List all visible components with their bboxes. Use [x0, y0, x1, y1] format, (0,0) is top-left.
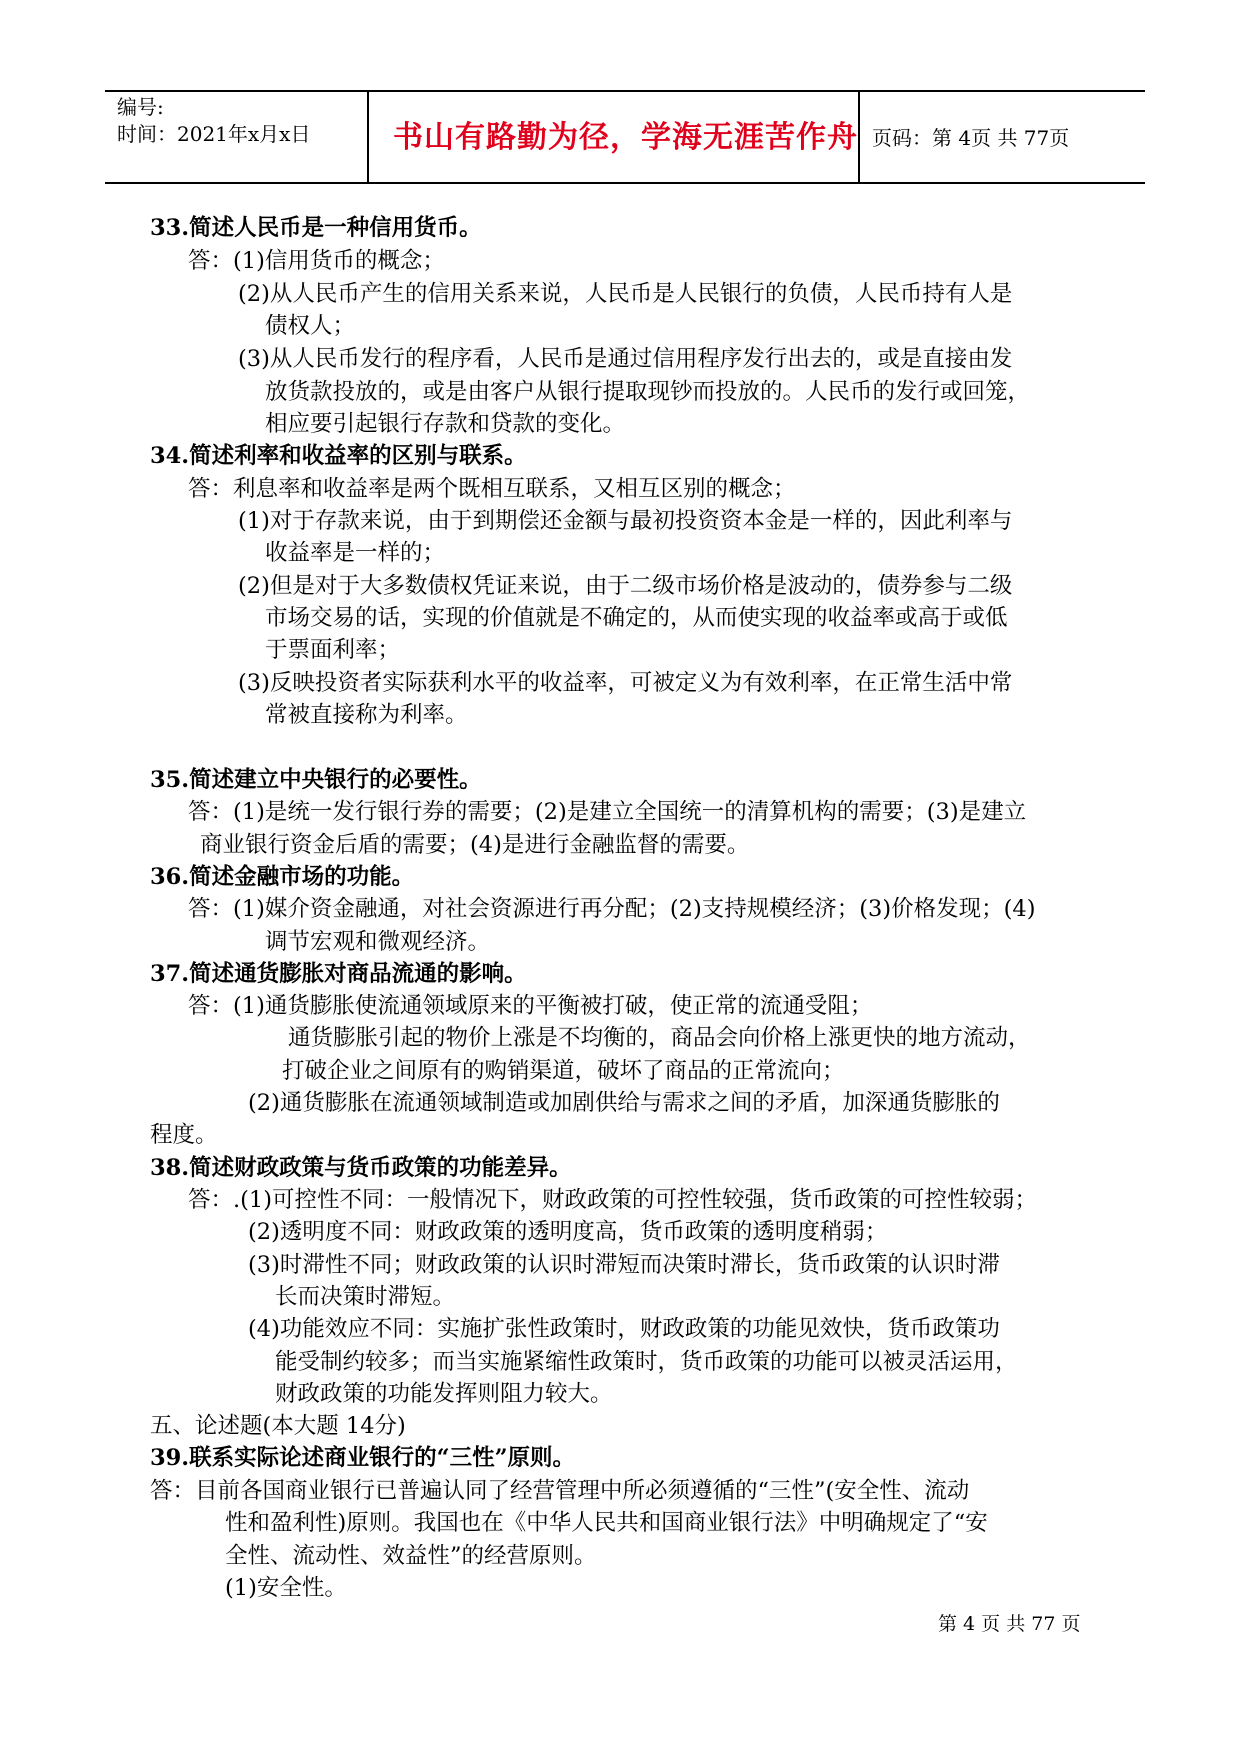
answer-37-line-3: 打破企业之间原有的购销渠道，破坏了商品的正常流向； — [282, 1058, 845, 1084]
answer-34-line-7: (3)反映投资者实际获利水平的收益率，可被定义为有效利率，在正常生活中常 — [238, 670, 1013, 696]
question-34-title: 34.简述利率和收益率的区别与联系。 — [150, 443, 527, 469]
question-37-title: 37.简述通货膨胀对商品流通的影响。 — [150, 961, 527, 987]
answer-37-line-5: 程度。 — [150, 1122, 218, 1148]
answer-38-line-7: 财政政策的功能发挥则阻力较大。 — [275, 1381, 613, 1407]
answer-35-line-1: 答：(1)是统一发行银行券的需要；(2)是建立全国统一的清算机构的需要；(3)是建立 — [188, 799, 1027, 825]
answer-34-line-5: 市场交易的话，实现的价值就是不确定的，从而使实现的收益率或高于或低 — [265, 605, 1008, 631]
answer-39-line-3: 全性、流动性、效益性”的经营原则。 — [225, 1543, 597, 1569]
answer-36-line-2: 调节宏观和微观经济。 — [265, 929, 491, 955]
answer-38-line-2: (2)透明度不同：财政政策的透明度高，货币政策的透明度稍弱； — [248, 1219, 888, 1245]
answer-38-line-6: 能受制约较多；而当实施紧缩性政策时，货币政策的功能可以被灵活运用， — [275, 1349, 1018, 1375]
answer-39-line-4: (1)安全性。 — [225, 1575, 347, 1601]
answer-37-line-4: (2)通货膨胀在流通领域制造或加剧供给与需求之间的矛盾，加深通货膨胀的 — [248, 1090, 1000, 1116]
answer-33-line-5: 放货款投放的，或是由客户从银行提取现钞而投放的。人民币的发行或回笼， — [265, 379, 1031, 405]
answer-34-line-8: 常被直接称为利率。 — [265, 702, 468, 728]
header-number-label: 编号: — [117, 95, 164, 119]
answer-34-line-1: 答：利息率和收益率是两个既相互联系，又相互区别的概念； — [188, 476, 796, 502]
header-divider-right — [858, 91, 860, 183]
header-motto: 书山有路勤为径，学海无涯苦作舟 — [393, 120, 858, 155]
answer-38-line-1: 答：.(1)可控性不同：一般情况下，财政政策的可控性较强，货币政策的可控性较弱； — [188, 1187, 1038, 1213]
answer-36-line-1: 答：(1)媒介资金融通，对社会资源进行再分配；(2)支持规模经济；(3)价格发现；(4) — [188, 896, 1036, 922]
answer-38-line-3: (3)时滞性不同；财政政策的认识时滞短而决策时滞长，货币政策的认识时滞 — [248, 1252, 1000, 1278]
page-footer: 第 4 页 共 77 页 — [938, 1613, 1081, 1635]
answer-33-line-2: (2)从人民币产生的信用关系来说，人民币是人民银行的负债，人民币持有人是 — [238, 281, 1013, 307]
header-page-label: 页码：第 4页 共 77页 — [872, 126, 1070, 150]
answer-34-line-3: 收益率是一样的； — [265, 540, 446, 566]
answer-38-line-4: 长而决策时滞短。 — [275, 1284, 456, 1310]
answer-34-line-6: 于票面利率； — [265, 637, 401, 663]
header-divider-left — [367, 91, 369, 183]
question-33-title: 33.简述人民币是一种信用货币。 — [150, 215, 482, 241]
question-39-title: 39.联系实际论述商业银行的“三性”原则。 — [150, 1445, 576, 1471]
answer-39-line-1: 答：目前各国商业银行已普遍认同了经营管理中所必须遵循的“三性”(安全性、流动 — [150, 1478, 970, 1504]
header-bottom-rule — [105, 182, 1145, 184]
answer-39-line-2: 性和盈利性)原则。我国也在《中华人民共和国商业银行法》中明确规定了“安 — [225, 1510, 988, 1536]
answer-33-line-1: 答：(1)信用货币的概念； — [188, 248, 445, 274]
answer-35-line-2: 商业银行资金后盾的需要；(4)是进行金融监督的需要。 — [200, 832, 750, 858]
answer-34-line-4: (2)但是对于大多数债权凭证来说，由于二级市场价格是波动的，债券参与二级 — [238, 573, 1013, 599]
answer-37-line-2: 通货膨胀引起的物价上涨是不均衡的，商品会向价格上涨更快的地方流动， — [288, 1025, 1031, 1051]
question-38-title: 38.简述财政政策与货币政策的功能差异。 — [150, 1155, 572, 1181]
header-top-rule — [105, 90, 1145, 92]
answer-33-line-6: 相应要引起银行存款和贷款的变化。 — [265, 411, 626, 437]
answer-33-line-3: 债权人； — [265, 313, 356, 339]
header-time-label: 时间：2021年x月x日 — [117, 122, 311, 146]
answer-38-line-5: (4)功能效应不同：实施扩张性政策时，财政政策的功能见效快，货币政策功 — [248, 1316, 1000, 1342]
answer-33-line-4: (3)从人民币发行的程序看，人民币是通过信用程序发行出去的，或是直接由发 — [238, 346, 1013, 372]
question-36-title: 36.简述金融市场的功能。 — [150, 864, 415, 890]
answer-37-line-1: 答：(1)通货膨胀使流通领域原来的平衡被打破，使正常的流通受阻； — [188, 993, 873, 1019]
question-35-title: 35.简述建立中央银行的必要性。 — [150, 767, 482, 793]
section-5-heading: 五、论述题(本大题 14分) — [150, 1413, 406, 1439]
answer-34-line-2: (1)对于存款来说，由于到期偿还金额与最初投资资本金是一样的，因此利率与 — [238, 508, 1013, 534]
